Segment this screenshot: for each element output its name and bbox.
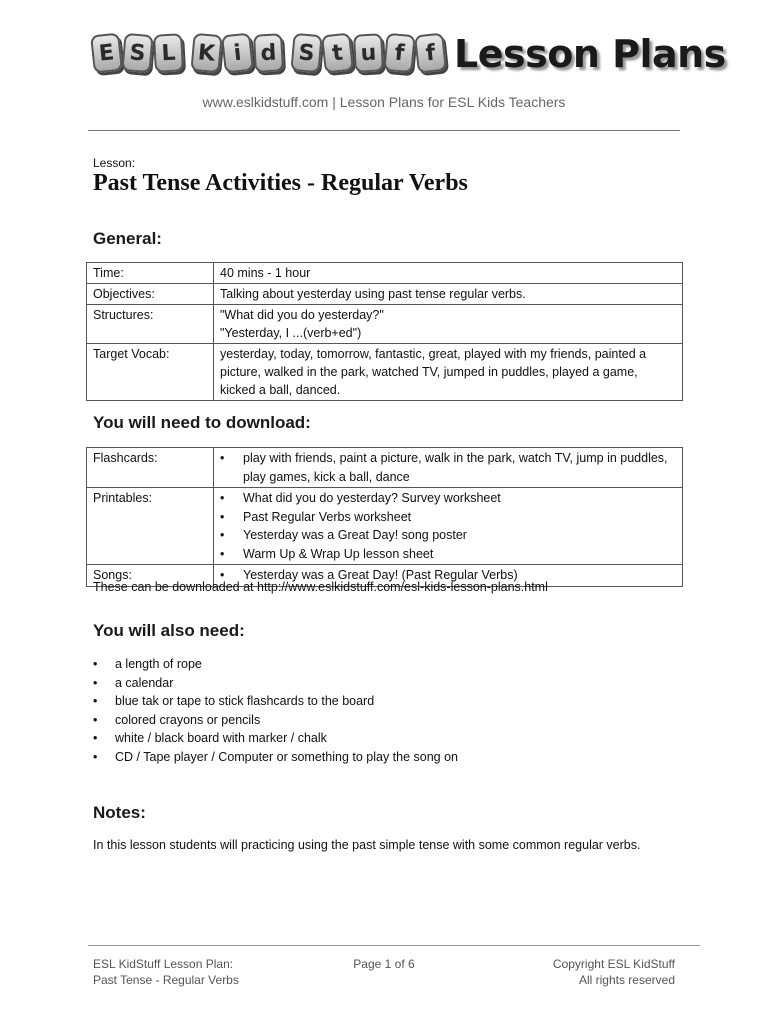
row-value: yesterday, today, tomorrow, fantastic, great, played with my friends, painted a picture, walked in the park, watched TV, jumped in puddles, played a game, kicked a ball, danced. <box>214 344 683 401</box>
list-item: • colored crayons or pencils <box>93 711 458 730</box>
list-item: • Warm Up & Wrap Up lesson sheet <box>220 545 676 564</box>
table-row <box>87 263 683 284</box>
table-row <box>87 344 683 401</box>
footer-right <box>553 956 675 988</box>
row-key: Printables: <box>87 488 214 565</box>
logo-block: E <box>90 33 123 74</box>
general-heading: General: <box>93 229 162 248</box>
download-heading: You will need to download: <box>93 413 311 432</box>
list-item: • blue tak or tape to stick flashcards to the board <box>93 692 458 711</box>
logo-block: K <box>190 33 222 73</box>
general-table <box>86 262 683 401</box>
download-table <box>86 447 683 587</box>
row-value <box>214 448 683 488</box>
site-tagline: www.eslkidstuff.com | Lesson Plans for ESL Kids Teachers <box>202 94 566 110</box>
logo-title: Lesson Plans <box>454 32 726 76</box>
logo-block: d <box>253 33 284 72</box>
lesson-title: Past Tense Activities - Regular Verbs <box>93 170 468 196</box>
download-link-note: These can be downloaded at http://www.eslkidstuff.com/esl-kids-lesson-plans.html <box>93 580 548 594</box>
row-key: Songs: <box>87 565 214 587</box>
row-key: Time: <box>87 263 214 284</box>
footer-right-line: Copyright ESL KidStuff <box>552 957 675 971</box>
list-item: • Yesterday was a Great Day! (Past Regular Verbs) <box>220 566 676 585</box>
row-key: Structures: <box>87 305 214 344</box>
row-key: Flashcards: <box>87 448 214 488</box>
row-value: 40 mins - 1 hour <box>214 263 683 284</box>
row-key: Target Vocab: <box>87 344 214 401</box>
footer-left-line: Past Tense - Regular Verbs <box>93 973 239 987</box>
esl-kidstuff-logo <box>92 28 726 88</box>
list-item: • What did you do yesterday? Survey worksheet <box>220 489 676 508</box>
list-item: • a length of rope <box>93 655 458 674</box>
table-row <box>87 305 683 344</box>
also-need-heading: You will also need: <box>93 621 245 640</box>
logo-block: S <box>121 33 153 73</box>
logo-block: i <box>221 33 254 74</box>
logo-letter-blocks <box>92 34 445 72</box>
list-item: • Yesterday was a Great Day! song poster <box>220 526 676 545</box>
logo-block: S <box>290 33 322 73</box>
footer-left-line: ESL KidStuff Lesson Plan: <box>93 957 234 971</box>
logo-block: t <box>321 33 354 74</box>
list-item: • CD / Tape player / Computer or something to play the song on <box>93 748 458 767</box>
table-row <box>87 488 683 565</box>
notes-text: In this lesson students will practicing using the past simple tense with some common regular verbs. <box>93 838 641 852</box>
row-value <box>214 488 683 565</box>
table-row <box>87 448 683 488</box>
notes-heading: Notes: <box>93 803 146 822</box>
list-item: • a calendar <box>93 674 458 693</box>
structure-line: "Yesterday, I ...(verb+ed") <box>220 326 362 340</box>
logo-block: u <box>353 33 384 72</box>
table-row <box>87 284 683 305</box>
logo-block: f <box>383 33 415 73</box>
logo-block: f <box>414 33 447 74</box>
lesson-label: Lesson: <box>93 156 136 170</box>
header-divider <box>88 130 680 131</box>
footer-divider <box>88 945 700 946</box>
list-item: • Past Regular Verbs worksheet <box>220 508 676 527</box>
logo-block: L <box>153 33 184 72</box>
footer-page-number: Page 1 of 6 <box>353 957 415 971</box>
footer-right-line: All rights reserved <box>578 973 675 987</box>
list-item: • play with friends, paint a picture, walk in the park, watch TV, jump in puddles, play games, kick a ball, dance <box>220 449 676 486</box>
materials-list <box>93 655 458 767</box>
row-key: Objectives: <box>87 284 214 305</box>
list-item: • white / black board with marker / chalk <box>93 729 458 748</box>
row-value <box>214 305 683 344</box>
row-value: Talking about yesterday using past tense regular verbs. <box>214 284 683 305</box>
structure-line: "What did you do yesterday?" <box>220 308 384 322</box>
